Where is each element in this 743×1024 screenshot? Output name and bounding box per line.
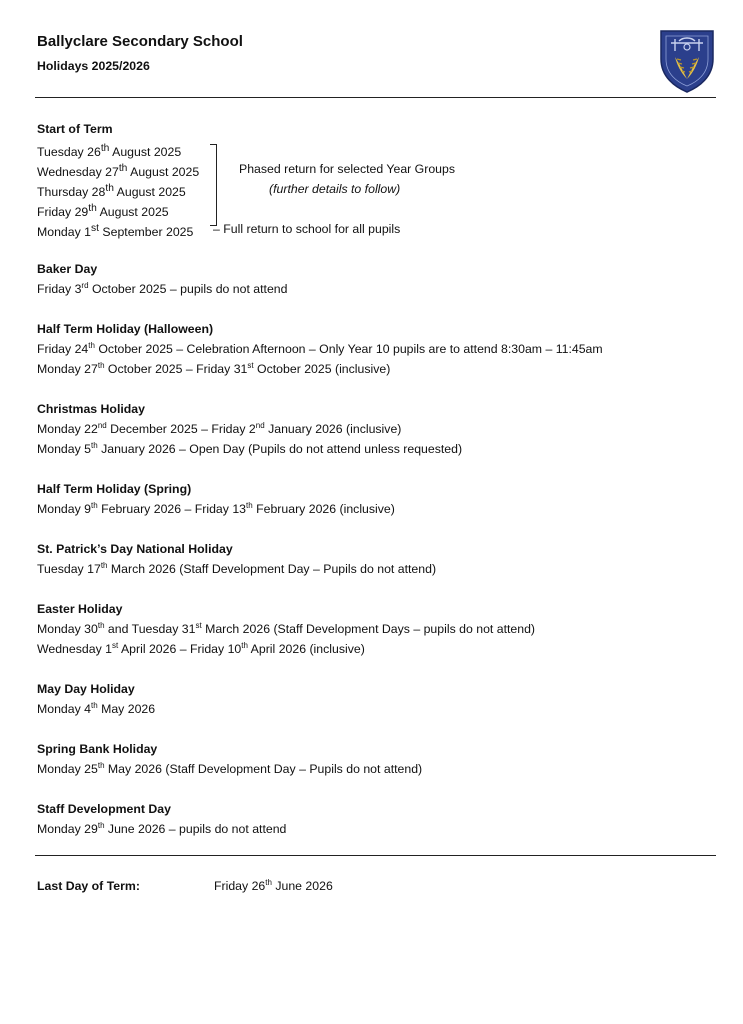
start-date: Friday 29th August 2025	[37, 203, 169, 220]
holiday-date-line: Monday 27th October 2025 – Friday 31st October 2025 (inclusive)	[37, 361, 391, 376]
holiday-date-line: Monday 9th February 2026 – Friday 13th February 2026 (inclusive)	[37, 501, 395, 516]
school-crest-logo	[659, 29, 715, 93]
holiday-section	[37, 799, 717, 839]
holiday-section	[37, 259, 717, 299]
holiday-date-line: Friday 24th October 2025 – Celebration Afternoon – Only Year 10 pupils are to attend 8:30am – 11:45am	[37, 341, 603, 356]
last-day-date: Friday 26th June 2026	[214, 878, 333, 893]
section-title: St. Patrick’s Day National Holiday	[37, 542, 233, 556]
start-dates-group	[37, 139, 717, 239]
holiday-section	[37, 479, 717, 519]
start-date: Tuesday 26th August 2025	[37, 143, 182, 160]
header-divider	[35, 97, 716, 98]
section-title: Half Term Holiday (Halloween)	[37, 322, 214, 336]
section-title: Half Term Holiday (Spring)	[37, 482, 192, 496]
holiday-date-line: Monday 4th May 2026	[37, 701, 156, 716]
holiday-sections	[37, 259, 717, 839]
start-date: Thursday 28th August 2025	[37, 183, 186, 200]
holiday-date-line: Wednesday 1st April 2026 – Friday 10th April 2026 (inclusive)	[37, 641, 365, 656]
phased-return-note: Phased return for selected Year Groups	[239, 162, 456, 176]
phased-return-bracket	[210, 144, 217, 226]
holiday-date-line: Monday 5th January 2026 – Open Day (Pupils do not attend unless requested)	[37, 441, 463, 456]
holiday-date-line: Monday 25th May 2026 (Staff Development Day – Pupils do not attend)	[37, 761, 423, 776]
school-name: Ballyclare Secondary School	[37, 33, 243, 50]
section-title: Easter Holiday	[37, 602, 123, 616]
start-of-term-section	[37, 119, 717, 239]
start-date: Monday 1st September 2025	[37, 223, 194, 240]
holiday-section	[37, 679, 717, 719]
section-title: Staff Development Day	[37, 802, 171, 816]
further-details-note: (further details to follow)	[269, 182, 401, 196]
section-title: Start of Term	[37, 122, 113, 136]
last-day-label: Last Day of Term:	[37, 879, 140, 893]
section-title: Spring Bank Holiday	[37, 742, 158, 756]
holiday-content	[37, 119, 717, 859]
section-title: Baker Day	[37, 262, 98, 276]
holiday-date-line: Monday 22nd December 2025 – Friday 2nd January 2026 (inclusive)	[37, 421, 402, 436]
footer-divider	[35, 855, 716, 856]
holiday-section	[37, 599, 717, 659]
holiday-section	[37, 739, 717, 779]
holiday-section	[37, 539, 717, 579]
document-subtitle: Holidays 2025/2026	[37, 59, 150, 73]
section-title: May Day Holiday	[37, 682, 135, 696]
holiday-date-line: Friday 3rd October 2025 – pupils do not attend	[37, 281, 288, 296]
start-date: Wednesday 27th August 2025	[37, 163, 200, 180]
holiday-section	[37, 399, 717, 459]
holiday-date-line: Monday 30th and Tuesday 31st March 2026 (Staff Development Days – pupils do not attend)	[37, 621, 536, 636]
holiday-date-line: Tuesday 17th March 2026 (Staff Development Day – Pupils do not attend)	[37, 561, 437, 576]
holiday-date-line: Monday 29th June 2026 – pupils do not attend	[37, 821, 287, 836]
full-return-note: – Full return to school for all pupils	[213, 222, 401, 236]
document-header	[37, 33, 243, 74]
holiday-section	[37, 319, 717, 379]
section-title: Christmas Holiday	[37, 402, 145, 416]
